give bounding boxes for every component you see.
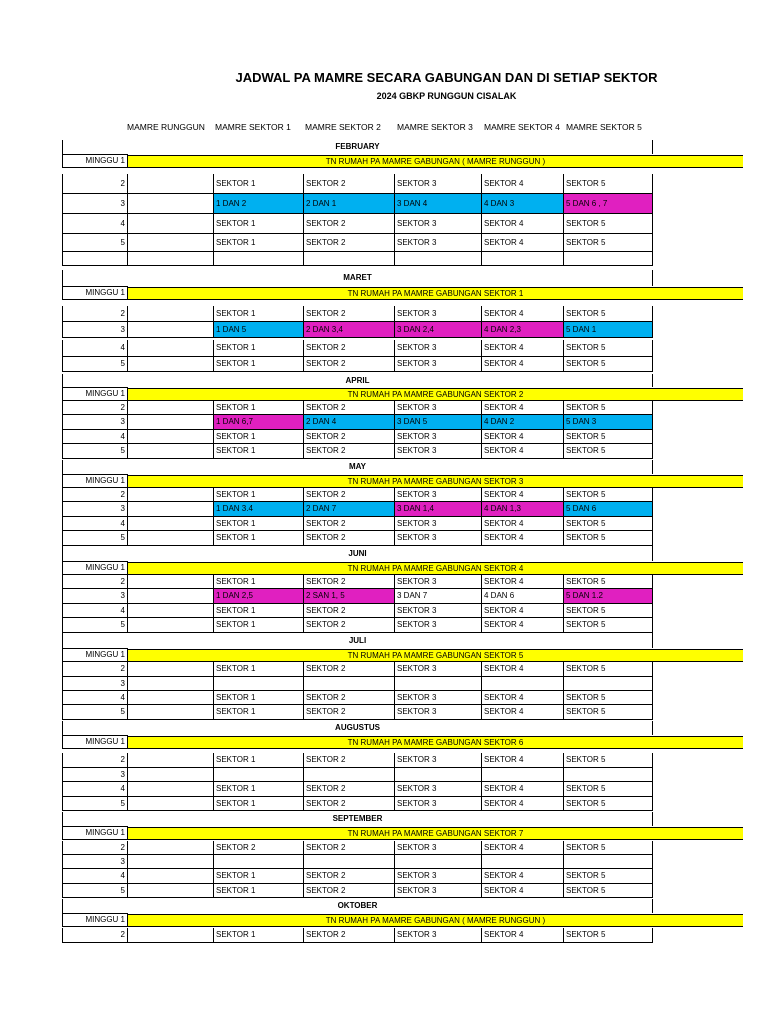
table-cell[interactable]: 1 DAN 2 (214, 194, 304, 214)
week-label: 5 (62, 618, 128, 633)
table-cell[interactable]: SEKTOR 5 (564, 444, 653, 459)
table-cell[interactable]: SEKTOR 1 (214, 705, 304, 720)
table-cell[interactable]: SEKTOR 1 (214, 691, 304, 705)
table-cell[interactable]: SEKTOR 3 (395, 517, 482, 531)
document-subtitle: 2024 GBKP RUNGGUN CISALAK (376, 91, 517, 101)
table-cell[interactable] (214, 252, 304, 266)
table-cell[interactable]: SEKTOR 1 (214, 753, 304, 768)
week-label: 5 (62, 797, 128, 811)
table-cell[interactable]: SEKTOR 4 (482, 340, 564, 357)
table-cell[interactable]: 3 DAN 7 (395, 589, 482, 604)
col-header-runggun: MAMRE RUNGGUN (127, 122, 205, 132)
runggun-cell[interactable] (128, 214, 214, 234)
table-cell[interactable]: 2 DAN 4 (304, 415, 395, 430)
month-header-april: APRIL (62, 374, 653, 387)
table-cell[interactable]: SEKTOR 3 (395, 618, 482, 633)
table-cell[interactable]: 2 DAN 7 (304, 502, 395, 517)
table-cell[interactable]: SEKTOR 2 (304, 517, 395, 531)
table-cell[interactable] (214, 677, 304, 691)
table-cell[interactable] (482, 252, 564, 266)
runggun-cell[interactable] (128, 618, 214, 633)
table-cell[interactable]: SEKTOR 5 (564, 531, 653, 546)
table-cell[interactable]: SEKTOR 3 (395, 488, 482, 502)
week-label: 3 (62, 194, 128, 214)
runggun-cell[interactable] (128, 401, 214, 415)
table-cell[interactable] (395, 855, 482, 869)
runggun-cell[interactable] (128, 357, 214, 372)
table-cell[interactable]: SEKTOR 5 (564, 705, 653, 720)
table-cell[interactable]: SEKTOR 4 (482, 797, 564, 811)
table-cell[interactable] (214, 855, 304, 869)
table-cell[interactable]: SEKTOR 5 (564, 340, 653, 357)
table-cell[interactable]: SEKTOR 2 (304, 214, 395, 234)
week-label: 3 (62, 855, 128, 869)
table-cell[interactable] (564, 855, 653, 869)
table-cell[interactable]: SEKTOR 1 (214, 884, 304, 898)
table-cell[interactable]: SEKTOR 5 (564, 306, 653, 322)
table-cell[interactable]: SEKTOR 2 (304, 306, 395, 322)
table-cell[interactable]: SEKTOR 1 (214, 928, 304, 943)
table-cell[interactable]: SEKTOR 5 (564, 575, 653, 589)
table-cell[interactable]: SEKTOR 1 (214, 174, 304, 194)
table-cell[interactable]: SEKTOR 3 (395, 797, 482, 811)
runggun-cell[interactable] (128, 415, 214, 430)
table-cell[interactable]: SEKTOR 3 (395, 234, 482, 252)
month-header-oktober: OKTOBER (62, 899, 653, 913)
table-cell[interactable]: SEKTOR 2 (304, 174, 395, 194)
table-cell[interactable]: SEKTOR 4 (482, 928, 564, 943)
runggun-cell[interactable] (128, 662, 214, 677)
minggu-1-label: MINGGU 1 (62, 913, 128, 927)
runggun-cell[interactable] (128, 691, 214, 705)
table-cell[interactable]: SEKTOR 4 (482, 884, 564, 898)
table-cell[interactable]: 4 DAN 3 (482, 194, 564, 214)
table-cell[interactable]: SEKTOR 4 (482, 604, 564, 618)
banner-september: TN RUMAH PA MAMRE GABUNGAN SEKTOR 7 (128, 827, 743, 840)
document-title: JADWAL PA MAMRE SECARA GABUNGAN DAN DI SETIAP SEKTOR (235, 70, 658, 85)
runggun-cell[interactable] (128, 928, 214, 943)
table-cell[interactable]: SEKTOR 1 (214, 488, 304, 502)
table-cell[interactable]: 1 DAN 3.4 (214, 502, 304, 517)
table-cell[interactable]: SEKTOR 2 (214, 841, 304, 855)
table-cell[interactable]: 1 DAN 2,5 (214, 589, 304, 604)
table-cell[interactable]: SEKTOR 1 (214, 662, 304, 677)
minggu-1-label: MINGGU 1 (62, 387, 128, 401)
table-cell[interactable]: SEKTOR 1 (214, 340, 304, 357)
table-cell[interactable]: 2 SAN 1, 5 (304, 589, 395, 604)
table-cell[interactable]: SEKTOR 5 (564, 214, 653, 234)
table-cell[interactable]: SEKTOR 2 (304, 618, 395, 633)
table-cell[interactable]: SEKTOR 2 (304, 340, 395, 357)
banner-maret: TN RUMAH PA MAMRE GABUNGAN SEKTOR 1 (128, 287, 743, 300)
minggu-1-label: MINGGU 1 (62, 286, 128, 300)
table-cell[interactable] (482, 677, 564, 691)
minggu-1-label: MINGGU 1 (62, 154, 128, 168)
table-cell[interactable] (564, 252, 653, 266)
runggun-cell[interactable] (128, 869, 214, 884)
runggun-cell[interactable] (128, 194, 214, 214)
month-header-juli: JULI (62, 633, 653, 648)
week-label: 4 (62, 340, 128, 357)
table-cell[interactable]: SEKTOR 3 (395, 705, 482, 720)
runggun-cell[interactable] (128, 797, 214, 811)
banner-augustus: TN RUMAH PA MAMRE GABUNGAN SEKTOR 6 (128, 736, 743, 749)
runggun-cell[interactable] (128, 705, 214, 720)
table-cell[interactable]: 3 DAN 5 (395, 415, 482, 430)
table-cell[interactable]: SEKTOR 3 (395, 444, 482, 459)
table-cell[interactable]: SEKTOR 2 (304, 234, 395, 252)
table-cell[interactable]: SEKTOR 5 (564, 841, 653, 855)
table-cell[interactable]: SEKTOR 2 (304, 884, 395, 898)
table-cell[interactable]: SEKTOR 5 (564, 662, 653, 677)
table-cell[interactable]: SEKTOR 4 (482, 691, 564, 705)
table-cell[interactable]: SEKTOR 5 (564, 174, 653, 194)
table-cell[interactable]: SEKTOR 4 (482, 618, 564, 633)
runggun-cell[interactable] (128, 517, 214, 531)
banner-february: TN RUMAH PA MAMRE GABUNGAN ( MAMRE RUNGGUN ) (128, 155, 743, 168)
table-cell[interactable]: SEKTOR 3 (395, 357, 482, 372)
table-cell[interactable]: 5 DAN 1.2 (564, 589, 653, 604)
table-cell[interactable]: SEKTOR 4 (482, 841, 564, 855)
table-cell[interactable]: SEKTOR 2 (304, 662, 395, 677)
table-cell[interactable]: 5 DAN 6 (564, 502, 653, 517)
table-cell[interactable]: SEKTOR 3 (395, 753, 482, 768)
banner-juli: TN RUMAH PA MAMRE GABUNGAN SEKTOR 5 (128, 649, 743, 662)
minggu-1-label: MINGGU 1 (62, 648, 128, 662)
week-label: 3 (62, 768, 128, 782)
table-cell[interactable]: 3 DAN 4 (395, 194, 482, 214)
week-label: 4 (62, 430, 128, 444)
week-label: 2 (62, 488, 128, 502)
month-header-juni: JUNI (62, 546, 653, 561)
runggun-cell[interactable] (128, 782, 214, 797)
table-cell[interactable]: SEKTOR 1 (214, 234, 304, 252)
runggun-cell[interactable] (128, 575, 214, 589)
runggun-cell[interactable] (128, 174, 214, 194)
table-cell[interactable]: SEKTOR 1 (214, 618, 304, 633)
table-cell[interactable]: SEKTOR 2 (304, 401, 395, 415)
table-cell[interactable] (395, 677, 482, 691)
runggun-cell[interactable] (128, 753, 214, 768)
minggu-1-label: MINGGU 1 (62, 735, 128, 749)
minggu-1-label: MINGGU 1 (62, 826, 128, 840)
table-cell[interactable]: SEKTOR 1 (214, 306, 304, 322)
runggun-cell[interactable] (128, 768, 214, 782)
table-cell[interactable]: 5 DAN 1 (564, 322, 653, 338)
table-cell[interactable]: SEKTOR 2 (304, 444, 395, 459)
table-cell[interactable] (564, 677, 653, 691)
table-cell[interactable]: 5 DAN 6 , 7 (564, 194, 653, 214)
table-cell[interactable]: SEKTOR 3 (395, 662, 482, 677)
table-cell[interactable]: SEKTOR 1 (214, 430, 304, 444)
table-cell[interactable]: SEKTOR 4 (482, 517, 564, 531)
table-cell[interactable]: SEKTOR 4 (482, 575, 564, 589)
table-cell[interactable]: SEKTOR 4 (482, 444, 564, 459)
table-cell[interactable]: SEKTOR 5 (564, 430, 653, 444)
table-cell[interactable]: SEKTOR 3 (395, 174, 482, 194)
week-label: 5 (62, 884, 128, 898)
week-label: 4 (62, 691, 128, 705)
table-cell[interactable]: SEKTOR 5 (564, 884, 653, 898)
table-cell[interactable]: SEKTOR 1 (214, 401, 304, 415)
runggun-cell[interactable] (128, 444, 214, 459)
runggun-cell[interactable] (128, 502, 214, 517)
table-cell[interactable] (304, 677, 395, 691)
table-cell[interactable] (482, 855, 564, 869)
table-cell[interactable]: SEKTOR 5 (564, 401, 653, 415)
table-cell[interactable]: SEKTOR 3 (395, 401, 482, 415)
table-cell[interactable]: SEKTOR 2 (304, 604, 395, 618)
runggun-cell[interactable] (128, 855, 214, 869)
table-cell[interactable]: 1 DAN 5 (214, 322, 304, 338)
week-label: 4 (62, 517, 128, 531)
col-header-sektor-2: MAMRE SEKTOR 2 (305, 122, 381, 132)
table-cell[interactable]: SEKTOR 5 (564, 753, 653, 768)
runggun-cell[interactable] (128, 841, 214, 855)
table-cell[interactable]: SEKTOR 2 (304, 430, 395, 444)
runggun-cell[interactable] (128, 589, 214, 604)
banner-april: TN RUMAH PA MAMRE GABUNGAN SEKTOR 2 (128, 388, 743, 401)
banner-juni: TN RUMAH PA MAMRE GABUNGAN SEKTOR 4 (128, 562, 743, 575)
table-cell[interactable]: SEKTOR 5 (564, 517, 653, 531)
table-cell[interactable]: SEKTOR 1 (214, 869, 304, 884)
table-cell[interactable]: SEKTOR 3 (395, 575, 482, 589)
table-cell[interactable]: 3 DAN 2,4 (395, 322, 482, 338)
table-cell[interactable]: SEKTOR 5 (564, 488, 653, 502)
table-cell[interactable]: SEKTOR 4 (482, 782, 564, 797)
table-cell[interactable]: 1 DAN 6,7 (214, 415, 304, 430)
week-label: 5 (62, 357, 128, 372)
week-label: 2 (62, 753, 128, 768)
table-cell[interactable]: 2 DAN 1 (304, 194, 395, 214)
table-cell[interactable]: SEKTOR 2 (304, 357, 395, 372)
table-cell[interactable]: 4 DAN 6 (482, 589, 564, 604)
table-cell[interactable]: SEKTOR 1 (214, 517, 304, 531)
week-label: 3 (62, 589, 128, 604)
runggun-cell[interactable] (128, 340, 214, 357)
table-cell[interactable] (304, 768, 395, 782)
week-label (62, 252, 128, 266)
table-cell[interactable]: SEKTOR 4 (482, 234, 564, 252)
runggun-cell[interactable] (128, 531, 214, 546)
table-cell[interactable]: SEKTOR 4 (482, 306, 564, 322)
week-label: 2 (62, 306, 128, 322)
runggun-cell[interactable] (128, 252, 214, 266)
table-cell[interactable]: SEKTOR 5 (564, 869, 653, 884)
week-label: 2 (62, 401, 128, 415)
table-cell[interactable] (304, 855, 395, 869)
table-cell[interactable]: 4 DAN 2,3 (482, 322, 564, 338)
table-cell[interactable]: SEKTOR 5 (564, 234, 653, 252)
month-header-maret: MARET (62, 270, 653, 286)
table-cell[interactable]: SEKTOR 3 (395, 928, 482, 943)
table-cell[interactable]: SEKTOR 2 (304, 869, 395, 884)
table-cell[interactable]: SEKTOR 5 (564, 782, 653, 797)
table-cell[interactable]: SEKTOR 2 (304, 928, 395, 943)
table-cell[interactable]: SEKTOR 2 (304, 488, 395, 502)
table-cell[interactable]: SEKTOR 1 (214, 797, 304, 811)
week-label: 4 (62, 782, 128, 797)
table-cell[interactable]: SEKTOR 1 (214, 214, 304, 234)
runggun-cell[interactable] (128, 884, 214, 898)
table-cell[interactable]: SEKTOR 5 (564, 797, 653, 811)
col-header-sektor-3: MAMRE SEKTOR 3 (397, 122, 473, 132)
table-cell[interactable] (564, 768, 653, 782)
table-cell[interactable]: SEKTOR 5 (564, 618, 653, 633)
runggun-cell[interactable] (128, 488, 214, 502)
table-cell[interactable] (395, 252, 482, 266)
week-label: 5 (62, 531, 128, 546)
week-label: 2 (62, 928, 128, 943)
table-cell[interactable] (482, 768, 564, 782)
week-label: 2 (62, 841, 128, 855)
col-header-sektor-5: MAMRE SEKTOR 5 (566, 122, 642, 132)
table-cell[interactable]: SEKTOR 3 (395, 531, 482, 546)
week-label: 2 (62, 575, 128, 589)
table-cell[interactable]: SEKTOR 3 (395, 691, 482, 705)
table-cell[interactable] (304, 252, 395, 266)
table-cell[interactable]: SEKTOR 3 (395, 869, 482, 884)
week-label: 2 (62, 174, 128, 194)
table-cell[interactable]: SEKTOR 2 (304, 753, 395, 768)
month-header-february: FEBRUARY (62, 140, 653, 154)
table-cell[interactable]: SEKTOR 1 (214, 782, 304, 797)
table-cell[interactable]: SEKTOR 3 (395, 841, 482, 855)
week-label: 3 (62, 677, 128, 691)
table-cell[interactable]: SEKTOR 1 (214, 531, 304, 546)
table-cell[interactable]: SEKTOR 4 (482, 753, 564, 768)
table-cell[interactable]: SEKTOR 3 (395, 214, 482, 234)
week-label: 3 (62, 415, 128, 430)
table-cell[interactable]: SEKTOR 3 (395, 430, 482, 444)
minggu-1-label: MINGGU 1 (62, 474, 128, 488)
table-cell[interactable]: 4 DAN 1,3 (482, 502, 564, 517)
table-cell[interactable]: SEKTOR 4 (482, 401, 564, 415)
runggun-cell[interactable] (128, 677, 214, 691)
table-cell[interactable]: SEKTOR 3 (395, 306, 482, 322)
table-cell[interactable]: SEKTOR 4 (482, 214, 564, 234)
table-cell[interactable]: 5 DAN 3 (564, 415, 653, 430)
table-cell[interactable]: SEKTOR 1 (214, 575, 304, 589)
table-cell[interactable]: SEKTOR 4 (482, 869, 564, 884)
table-cell[interactable]: SEKTOR 4 (482, 357, 564, 372)
table-cell[interactable]: SEKTOR 1 (214, 357, 304, 372)
table-cell[interactable]: SEKTOR 2 (304, 841, 395, 855)
week-label: 5 (62, 234, 128, 252)
col-header-sektor-1: MAMRE SEKTOR 1 (215, 122, 291, 132)
runggun-cell[interactable] (128, 604, 214, 618)
table-cell[interactable]: SEKTOR 2 (304, 797, 395, 811)
table-cell[interactable]: 2 DAN 3,4 (304, 322, 395, 338)
table-cell[interactable]: SEKTOR 3 (395, 782, 482, 797)
table-cell[interactable]: SEKTOR 2 (304, 782, 395, 797)
month-header-augustus: AUGUSTUS (62, 721, 653, 735)
runggun-cell[interactable] (128, 322, 214, 338)
week-label: 4 (62, 869, 128, 884)
table-cell[interactable]: SEKTOR 2 (304, 575, 395, 589)
minggu-1-label: MINGGU 1 (62, 561, 128, 575)
table-cell[interactable]: 3 DAN 1,4 (395, 502, 482, 517)
table-cell[interactable] (214, 768, 304, 782)
table-cell[interactable]: SEKTOR 3 (395, 884, 482, 898)
runggun-cell[interactable] (128, 234, 214, 252)
table-cell[interactable]: SEKTOR 2 (304, 691, 395, 705)
table-cell[interactable]: SEKTOR 4 (482, 705, 564, 720)
week-label: 4 (62, 214, 128, 234)
week-label: 5 (62, 705, 128, 720)
table-cell[interactable]: SEKTOR 2 (304, 531, 395, 546)
table-cell[interactable]: SEKTOR 1 (214, 604, 304, 618)
table-cell[interactable]: SEKTOR 3 (395, 604, 482, 618)
table-cell[interactable]: SEKTOR 3 (395, 340, 482, 357)
table-cell[interactable]: SEKTOR 4 (482, 662, 564, 677)
table-cell[interactable]: SEKTOR 1 (214, 444, 304, 459)
table-cell[interactable]: SEKTOR 4 (482, 430, 564, 444)
table-cell[interactable]: SEKTOR 4 (482, 174, 564, 194)
table-cell[interactable]: SEKTOR 2 (304, 705, 395, 720)
col-header-sektor-4: MAMRE SEKTOR 4 (484, 122, 560, 132)
week-label: 4 (62, 604, 128, 618)
table-cell[interactable]: SEKTOR 4 (482, 531, 564, 546)
table-cell[interactable]: 4 DAN 2 (482, 415, 564, 430)
month-header-may: MAY (62, 460, 653, 474)
month-header-september: SEPTEMBER (62, 812, 653, 826)
week-label: 2 (62, 662, 128, 677)
week-label: 5 (62, 444, 128, 459)
table-cell[interactable] (395, 768, 482, 782)
table-cell[interactable]: SEKTOR 5 (564, 928, 653, 943)
runggun-cell[interactable] (128, 430, 214, 444)
table-cell[interactable]: SEKTOR 5 (564, 691, 653, 705)
week-label: 3 (62, 322, 128, 338)
table-cell[interactable]: SEKTOR 5 (564, 357, 653, 372)
banner-may: TN RUMAH PA MAMRE GABUNGAN SEKTOR 3 (128, 475, 743, 488)
banner-oktober: TN RUMAH PA MAMRE GABUNGAN ( MAMRE RUNGGUN ) (128, 914, 743, 927)
table-cell[interactable]: SEKTOR 4 (482, 488, 564, 502)
table-cell[interactable]: SEKTOR 5 (564, 604, 653, 618)
runggun-cell[interactable] (128, 306, 214, 322)
week-label: 3 (62, 502, 128, 517)
